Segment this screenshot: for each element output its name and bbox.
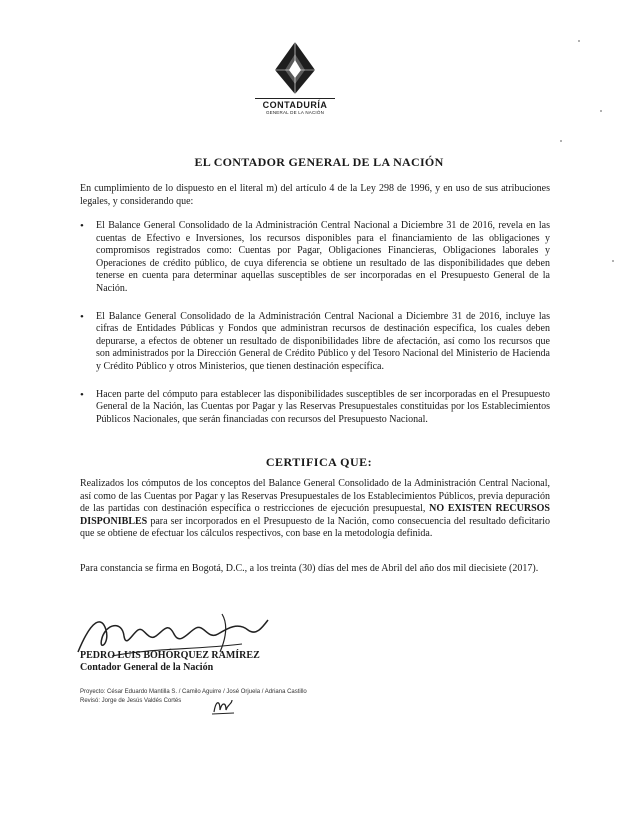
org-subtitle: GENERAL DE LA NACIÓN	[265, 110, 325, 115]
contaduria-seal-icon	[273, 40, 317, 96]
cert-text-before: Realizados los cómputos de los conceptos del Balance General Consolidado de la Administración Central Nacional, así como de las Cuentas por Pagar y las Reservas Presupuestales de los Establecimientos Públicos, previa depuración de las partidas con destinación específica o restricciones de ejecución presupuestal,	[80, 478, 550, 515]
signer-name: PEDRO LUIS BOHÓRQUEZ RAMÍREZ	[80, 650, 260, 661]
org-name: CONTADURÍA	[255, 98, 335, 110]
scan-speck	[560, 140, 562, 142]
closing-paragraph: Para constancia se firma en Bogotá, D.C., a los treinta (30) días del mes de Abril del año dos mil diecisiete (2017).	[80, 563, 539, 574]
certification-paragraph	[80, 478, 550, 541]
considerandos-list	[80, 220, 550, 441]
document-title: EL CONTADOR GENERAL DE LA NACIÓN	[194, 155, 444, 169]
signer-block	[80, 650, 260, 674]
scan-speck	[600, 110, 602, 112]
scan-speck	[578, 40, 580, 42]
certifica-heading: CERTIFICA QUE:	[265, 455, 373, 469]
cert-text-bold: NO EXISTEN RECURSOS DISPONIBLES	[80, 503, 550, 527]
credits-reviso: Revisó: Jorge de Jesús Valdés Cortés	[80, 698, 182, 704]
scan-speck	[612, 260, 614, 262]
signer-role: Contador General de la Nación	[80, 662, 214, 673]
list-item: • El Balance General Consolidado de la Administración Central Nacional a Diciembre 31 de 2016, incluye las cifras de Entidades Públicas y Fondos que administran recursos de destinación específica, los cuales deben depurarse, a efectos de obtener un resultado de disponibilidades libre de afectación, así como los recursos que son administrados por la Dirección General de Crédito Público y del Tesoro Nacional del Ministerio de Hacienda y Crédito Público y otros Ministerios, que tienen destinación específica.	[80, 311, 550, 374]
list-item: • Hacen parte del cómputo para establecer las disponibilidades susceptibles de ser incorporadas en el Presupuesto General de la Nación, las Cuentas por Pagar y las Reservas Presupuestales constituidas por los Establecimientos Públicos Nacionales, que serán financiadas con recursos del Presupuesto Nacional.	[80, 389, 550, 427]
handwritten-initials-icon	[210, 696, 236, 716]
intro-paragraph: En cumplimiento de lo dispuesto en el literal m) del artículo 4 de la Ley 298 de 1996, y en uso de sus atribuciones legales, y considerando que:	[80, 183, 550, 207]
header-logo	[255, 40, 335, 115]
credits-proyecto: Proyecto: César Eduardo Mantilla S. / Camilo Aguirre / José Orjuela / Adriana Castillo	[80, 689, 307, 695]
cert-text-after: para ser incorporados en el Presupuesto de la Nación, como consecuencia del resultado deficitario que se obtiene de efectuar los cálculos respectivos, con base en la metodología definida.	[80, 515, 550, 540]
credits-block	[80, 688, 307, 706]
list-item: • El Balance General Consolidado de la Administración Central Nacional a Diciembre 31 de 2016, revela en las cuentas de Efectivo e Inversiones, los recursos disponibles para el financiamiento de las obligaciones y compromisos registrados como: Cuentas por Pagar, Obligaciones Financieras, Obligaciones laborales y Operaciones de crédito público, de cuya diferencia se obtiene un resultado de las disponibilidades que deben tenerse en cuenta para determinar aquellas susceptibles de ser incorporadas en el Presupuesto General de la Nación.	[80, 220, 550, 296]
